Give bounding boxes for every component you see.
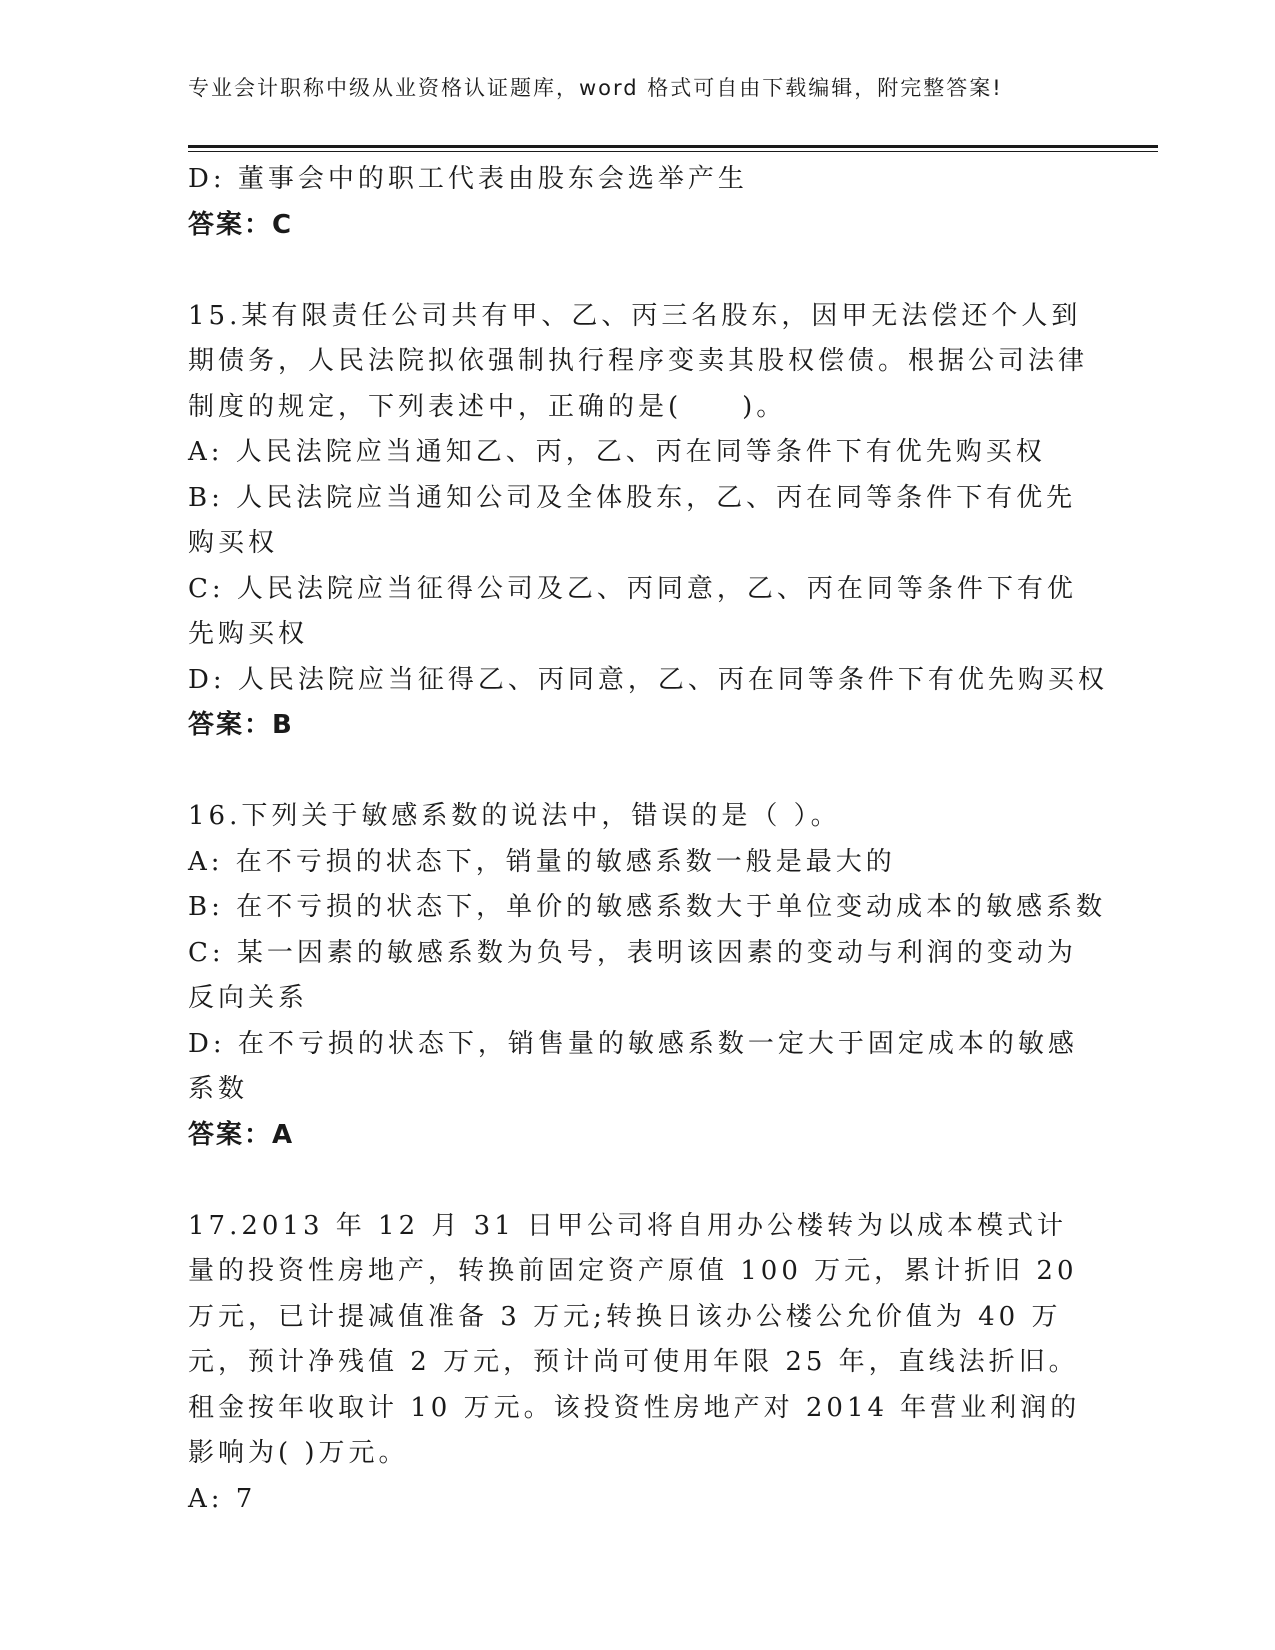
header-rule-thin [188,151,1158,152]
question-content [188,157,1108,1522]
question-16-answer: 答案：A [188,1119,295,1150]
question-15-option-b: B: 人民法院应当通知公司及全体股东，乙、丙在同等条件下有优先购买权 [188,482,1077,558]
spacer [188,1158,1088,1204]
question-15-stem: 15.某有限责任公司共有甲、乙、丙三名股东，因甲无法偿还个人到期债务，人民法院拟依强制执行程序变卖其股权偿债。根据公司法律制度的规定，下列表述中，正确的是( )。 [188,300,1089,422]
question-16-option-a: A: 在不亏损的状态下，销量的敏感系数一般是最大的 [188,846,896,877]
page-header: 专业会计职称中级从业资格认证题库，word 格式可自由下载编辑，附完整答案! [188,76,1003,100]
question-15-option-a: A: 人民法院应当通知乙、丙，乙、丙在同等条件下有优先购买权 [188,437,1046,467]
question-15-answer: 答案：B [188,710,294,740]
header-rule-thick [188,145,1158,148]
question-17-option-a: A: 7 [188,1483,257,1514]
question-16-option-c: C: 某一因素的敏感系数为负号，表明该因素的变动与利润的变动为反向关系 [188,937,1077,1013]
question-17-stem: 17.2013 年 12 月 31 日甲公司将自用办公楼转为以成本模式计量的投资性房地产，转换前固定资产原值 100 万元，累计折旧 20 万元，已计提减值准备 3 万元;转换日该办公楼公允价值为 40 万元，预计净残值 2 万元，预计尚可使用年限 25 年，直线法折旧。租金按年收取计 10 万元。该投资性房地产对 2014 年营业利润的影响为( )万元。 [188,1210,1081,1468]
prev-option-d: D: 董事会中的职工代表由股东会选举产生 [188,164,748,194]
question-16-stem: 16.下列关于敏感系数的说法中，错误的是（ ）。 [188,801,841,831]
prev-answer: 答案：C [188,209,294,240]
spacer [188,248,1088,294]
question-16-option-b: B: 在不亏损的状态下，单价的敏感系数大于单位变动成本的敏感系数 [188,892,1107,922]
spacer [188,749,1088,795]
question-15-option-d: D: 人民法院应当征得乙、丙同意，乙、丙在同等条件下有优先购买权 [188,664,1108,695]
question-16-option-d: D: 在不亏损的状态下，销售量的敏感系数一定大于固定成本的敏感系数 [188,1028,1078,1104]
question-15-option-c: C: 人民法院应当征得公司及乙、丙同意，乙、丙在同等条件下有优先购买权 [188,573,1077,649]
